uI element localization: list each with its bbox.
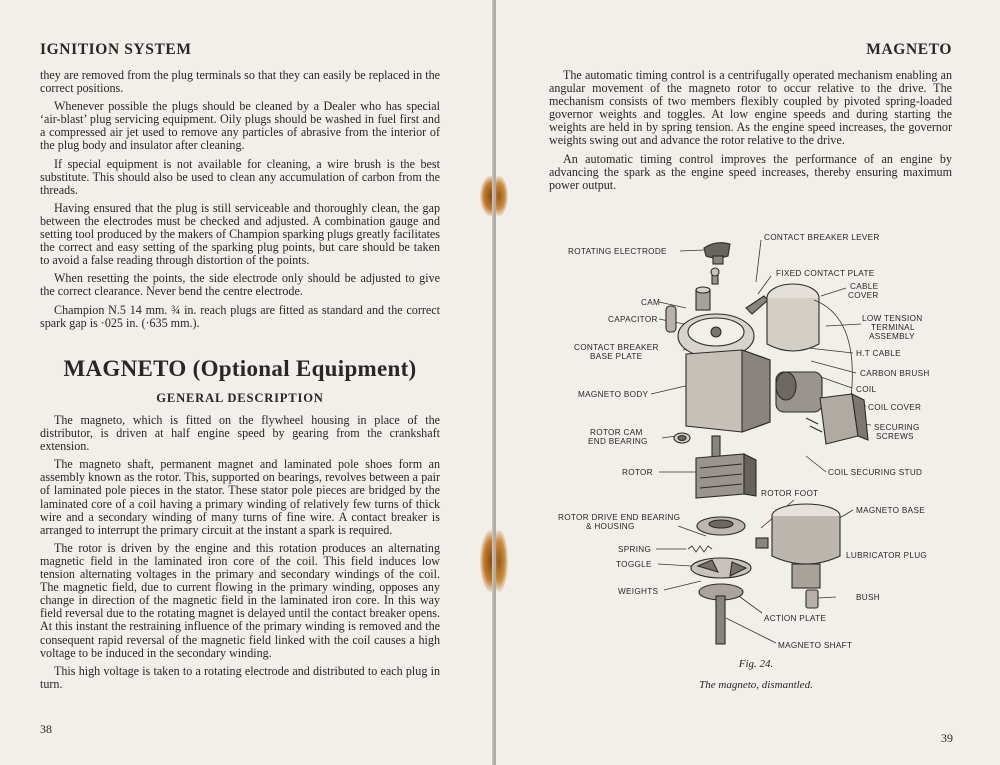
label-magneto-shaft: MAGNETO SHAFT <box>778 641 853 650</box>
label-ht-cable: H.T CABLE <box>856 349 901 358</box>
label-coil: COIL <box>856 385 877 394</box>
paragraph: they are removed from the plug terminals so that they can easily be replaced in the correct positions. <box>40 68 440 96</box>
label-rotating-electrode: ROTATING ELECTRODE <box>568 247 667 256</box>
label-cam: CAM <box>641 298 661 307</box>
figure-number: Fig. 24. <box>738 658 774 670</box>
label-coil-cover: COIL COVER <box>868 403 922 412</box>
right-body <box>549 69 952 197</box>
sub-heading: GENERAL DESCRIPTION <box>156 391 324 405</box>
rust-stain <box>496 176 508 216</box>
label-low-tension-2: TERMINAL <box>871 323 915 332</box>
coil-cover-part <box>820 394 868 444</box>
paragraph: When resetting the points, the side electrode only should be adjusted to give the correct clearance. Never bend the centre electrode. <box>40 271 440 299</box>
label-securing-screws-2: SCREWS <box>876 432 914 441</box>
rotor-part <box>696 436 756 498</box>
label-low-tension-1: LOW TENSION <box>862 314 923 323</box>
running-head-left: IGNITION SYSTEM <box>40 41 192 58</box>
label-spring: SPRING <box>618 545 652 554</box>
magneto-base-part <box>756 504 840 588</box>
capacitor-part <box>666 306 676 332</box>
paragraph: An automatic timing control improves the performance of an engine by advancing the spark as the engine speed increases, thereby ensuring maximum power output. <box>549 151 952 192</box>
label-contact-breaker-lever: CONTACT BREAKER LEVER <box>764 233 880 242</box>
label-magneto-base: MAGNETO BASE <box>856 506 925 515</box>
paragraph: The rotor is driven by the engine and this rotation produces an alternating magnetic field in the laminated iron core of the coil. This field induces low tension alternating voltages in the primary and secondary windings of the coil. The magnetic field, due to current flowing in the primary winding, opposes any change in direction of the magnetic field in the laminated iron core. In this way field reversal due to the rotating magnet is delayed until the contact breaker opens. At this instant the restraining influence of the primary winding is removed and the consequent rapid reversal of the magnetic field linked with the coil causes a high voltage to be induced in the secondary winding. <box>40 540 440 660</box>
label-securing-screws-1: SECURING <box>874 423 920 432</box>
label-toggle: TOGGLE <box>616 560 652 569</box>
label-bush: BUSH <box>856 593 880 602</box>
label-carbon-brush: CARBON BRUSH <box>860 369 930 378</box>
paragraph: Whenever possible the plugs should be cleaned by a Dealer who has special ‘air-blast’ plug servicing equipment. Oily plugs should be washed in fuel first and a compressed air jet used to remove any particles of abrasive from the interior of the plug body and insulator after cleaning. <box>40 99 440 153</box>
paragraph: Champion N.5 14 mm. ¾ in. reach plugs are fitted as standard and the correct spark gap is ·025 in. (·635 mm.). <box>40 302 440 330</box>
label-low-tension-3: ASSEMBLY <box>869 332 915 341</box>
label-rotor-drive-2: & HOUSING <box>586 522 635 531</box>
bush-part <box>806 590 818 608</box>
section-heading: MAGNETO (Optional Equipment) <box>63 356 417 381</box>
contact-breaker-base-plate-part <box>678 296 768 358</box>
left-body-bottom <box>40 414 440 696</box>
label-fixed-contact-plate: FIXED CONTACT PLATE <box>776 269 875 278</box>
label-rotor-cam-bearing-1: ROTOR CAM <box>590 428 643 437</box>
left-page <box>0 0 494 765</box>
left-body-top <box>40 69 440 335</box>
rotor-cam-end-bearing-part <box>674 433 690 443</box>
label-cable-cover-2: COVER <box>848 291 879 300</box>
label-rotor-drive-1: ROTOR DRIVE END BEARING <box>558 513 681 522</box>
magneto-body-part <box>686 350 770 432</box>
coil-part <box>776 372 822 412</box>
label-cable-cover-1: CABLE <box>850 282 879 291</box>
paragraph: The automatic timing control is a centrifugally operated mechanism enabling an angular movement of the magneto rotor to occur relative to the drive. The mechanism consists of two members flexibly coupled by pivoted spring-loaded governor weights and toggles. At low engine speeds and during starting the weights are held in by spring tension. As the engine speed increases, the governor weights swing out and advance the rotor relative to the drive. <box>549 68 952 148</box>
running-head-right: MAGNETO <box>866 41 952 58</box>
label-magneto-body: MAGNETO BODY <box>578 390 649 399</box>
securing-screws-part <box>806 418 822 432</box>
rust-stain <box>496 530 508 592</box>
label-capacitor: CAPACITOR <box>608 315 658 324</box>
label-lubricator-plug: LUBRICATOR PLUG <box>846 551 928 560</box>
paragraph: If special equipment is not available for cleaning, a wire brush is the best substitute. This should also be used to clean any accumulation of carbon from the threads. <box>40 156 440 197</box>
label-weights: WEIGHTS <box>618 587 659 596</box>
rotating-electrode-part <box>704 243 730 264</box>
action-plate-part <box>691 558 751 600</box>
label-coil-securing-stud: COIL SECURING STUD <box>828 468 923 477</box>
label-action-plate: ACTION PLATE <box>764 614 827 623</box>
paragraph: The magneto shaft, permanent magnet and laminated pole shoes form an assembly known as the rotor. This, supported on bearings, revolves between a pair of laminated pole pieces in the stator. These stator pole pieces are bridged by the laminated core of a coil having a primary winding of relatively few turns of thick wire and a secondary winding of many turns of fine wire. A contact breaker is arranged to interrupt the primary circuit at the instant a spark is required. <box>40 457 440 537</box>
paragraph: The magneto, which is fitted on the flywheel housing in place of the distributor, is driven at half engine speed by gearing from the crankshaft extension. <box>40 413 440 454</box>
rotor-drive-end-bearing-part <box>697 517 745 535</box>
cam-part <box>696 287 710 310</box>
label-rotor: ROTOR <box>622 468 653 477</box>
label-rotor-cam-bearing-2: END BEARING <box>588 437 648 446</box>
label-rotor-foot: ROTOR FOOT <box>761 489 819 498</box>
figure-labels <box>558 233 930 650</box>
page-number-left: 38 <box>40 722 52 736</box>
paragraph: This high voltage is taken to a rotating electrode and distributed to each plug in turn. <box>40 663 440 691</box>
right-page <box>496 0 1000 765</box>
magneto-shaft-part <box>716 596 725 644</box>
magneto-exploded-diagram <box>556 226 956 656</box>
label-cb-base-plate-1: CONTACT BREAKER <box>574 343 659 352</box>
label-cb-base-plate-2: BASE PLATE <box>590 352 643 361</box>
spring-part <box>688 546 712 552</box>
page-number-right: 39 <box>941 731 953 745</box>
fixed-contact-parts <box>711 268 719 284</box>
figure-caption: The magneto, dismantled. <box>699 679 813 691</box>
paragraph: Having ensured that the plug is still serviceable and thoroughly clean, the gap between the electrodes must be checked and adjusted. A combination gauge and setting tool produced by the makers of Champion sparking plugs greatly facilitates the correct and easy setting of the sparking plug points, but care should be taken to avoid a false reading through distortion of the points. <box>40 200 441 268</box>
